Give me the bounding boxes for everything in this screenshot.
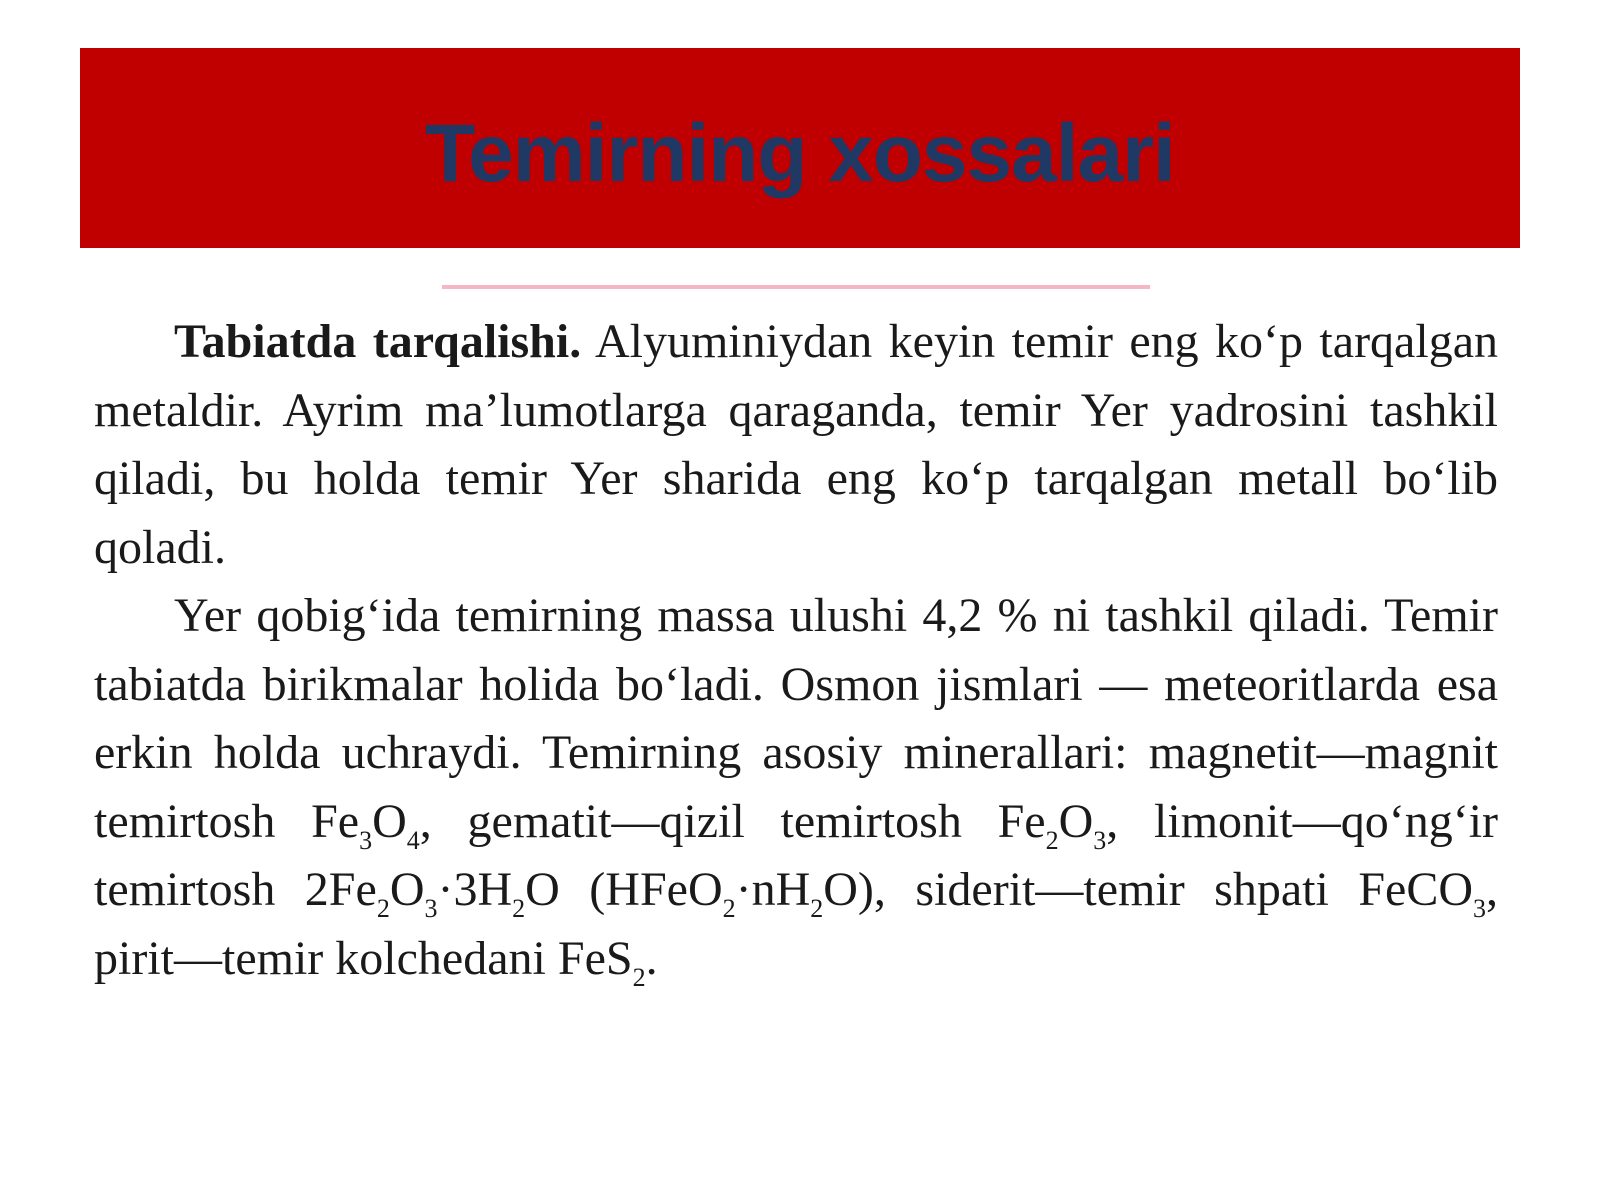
text-run: O <box>372 794 407 848</box>
text-run: ·nH <box>735 863 811 916</box>
subscript: 2 <box>376 894 390 923</box>
subscript: 2 <box>722 894 736 923</box>
subscript: 2 <box>810 894 824 923</box>
subscript: 2 <box>1045 825 1059 855</box>
text-run: Yer qobig‘ida temirning massa ulushi 4,2 % ni tashkil qiladi. Temir tabiatda birikmalar holida bo‘ladi. Osmon jismlari — meteoritlarda esa erkin holda uchraydi. Temirning asosiy minerallari: magnetit—magnit temirtosh Fe <box>94 589 1498 848</box>
text-run: , gematit—qizil temirtosh Fe <box>419 794 1046 848</box>
text-run: O <box>389 863 425 916</box>
subscript: 2 <box>632 962 646 992</box>
text-run: O (HFeO <box>525 863 723 916</box>
text-run: , limonit—qo‘ng‘ir temirtosh 2Fe <box>94 794 1499 916</box>
text-run: O <box>1058 794 1094 848</box>
paragraph-minerals <box>94 582 1498 993</box>
title-divider <box>442 285 1150 289</box>
body-text <box>94 308 1498 993</box>
subscript: 3 <box>1093 825 1107 855</box>
paragraph-lead: Tabiatda tarqalishi. <box>174 315 582 368</box>
subscript: 4 <box>406 825 420 855</box>
text-run: ·3H <box>437 863 513 916</box>
paragraph-text: Alyuminiydan keyin temir eng ko‘p tarqalgan metaldir. Ayrim ma’lumotlarga qaraganda, temir Yer yadrosini tashkil qiladi, bu holda temir Yer sharida eng ko‘p tarqalgan metall bo‘lib qoladi. <box>94 315 1498 574</box>
text-run: , pirit—temir kolchedani FeS <box>94 863 1498 985</box>
subscript: 3 <box>424 894 438 923</box>
text-run: O), siderit—temir shpati FeCO <box>823 863 1473 916</box>
paragraph-distribution <box>94 308 1498 582</box>
subscript: 3 <box>359 825 373 855</box>
text-run: . <box>645 931 658 985</box>
title-banner <box>80 48 1520 248</box>
subscript: 3 <box>1473 894 1486 923</box>
slide-title: Temirning xossalari <box>425 108 1175 199</box>
subscript: 2 <box>512 894 526 923</box>
